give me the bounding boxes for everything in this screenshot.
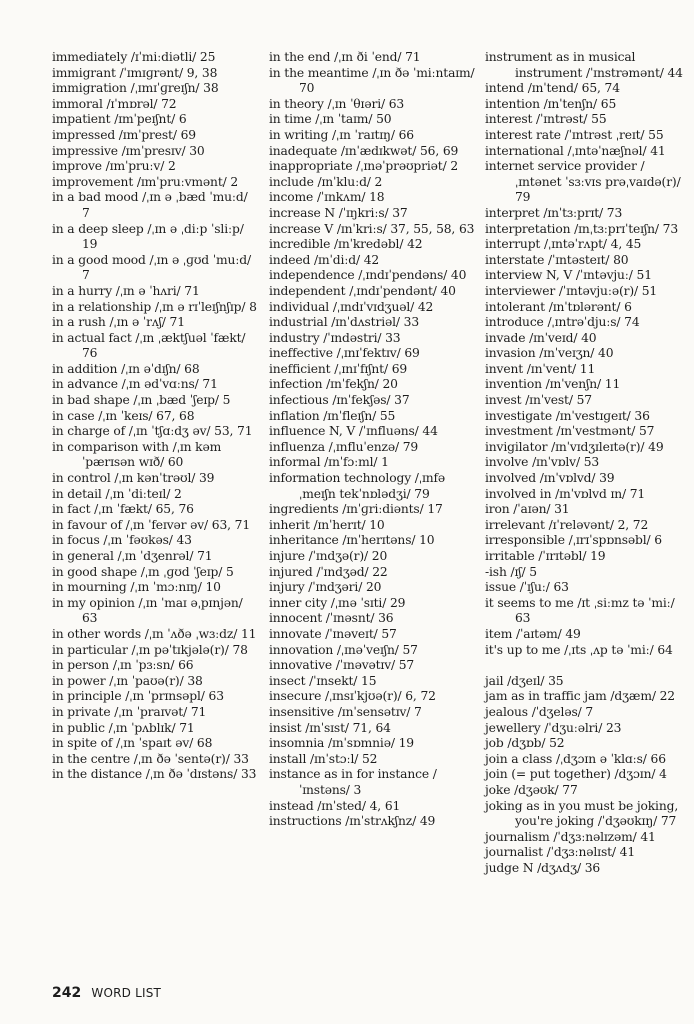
word-entry: immoral /ɪˈmɒrəl/ 72 — [52, 96, 177, 111]
word-entry: international /ˌɪntəˈnæʃnəl/ 41 — [485, 143, 666, 158]
word-entry: injured /ˈɪndʒəd/ 22 — [269, 564, 388, 579]
word-entry: increase V /ɪnˈkriːs/ 37, 55, 58, 63 — [269, 221, 475, 236]
word-entry: irrelevant /ɪˈreləvənt/ 2, 72 — [485, 517, 649, 532]
word-entry: ineffective /ˌɪnɪˈfektɪv/ 69 — [269, 346, 420, 361]
word-entry: it seems to me /ɪt ˌsiːmz tə ˈmiː/ 63 — [485, 595, 675, 626]
word-entry: in mourning /ˌɪn ˈmɔːnɪŋ/ 10 — [52, 580, 221, 595]
word-entry: in the distance /ˌɪn ðə ˈdɪstəns/ 33 — [52, 767, 257, 782]
word-entry: in private /ˌɪn ˈpraɪvət/ 71 — [52, 704, 207, 719]
word-entry: install /ɪnˈstɔːl/ 52 — [269, 751, 378, 766]
word-entry: invest /ɪnˈvest/ 57 — [485, 393, 592, 408]
word-entry: join a class /ˌdʒɔɪn ə ˈklɑːs/ 66 — [485, 751, 666, 766]
word-entry: in power /ˌɪn ˈpaʊə(r)/ 38 — [52, 673, 203, 688]
word-entry: insecure /ˌɪnsɪˈkjʊə(r)/ 6, 72 — [269, 689, 436, 704]
column-1 — [52, 50, 257, 783]
word-entry: investment /ɪnˈvestmənt/ 57 — [485, 424, 655, 439]
word-entry: industry /ˈɪndəstri/ 33 — [269, 330, 401, 345]
word-entry: inner city /ˌɪnə ˈsɪti/ 29 — [269, 595, 406, 610]
word-entry: invigilator /ɪnˈvɪdʒɪleɪtə(r)/ 49 — [485, 439, 664, 454]
word-entry: involved in /ɪnˈvɒlvd ɪn/ 71 — [485, 486, 646, 501]
word-entry: industrial /ɪnˈdʌstriəl/ 33 — [269, 315, 419, 330]
word-entry: innocent /ˈɪnəsnt/ 36 — [269, 611, 394, 626]
word-entry: it's up to me /ˌɪts ˌʌp tə ˈmiː/ 64 — [485, 642, 673, 657]
section-label: WORD LIST — [91, 986, 162, 1000]
word-entry: introduce /ˌɪntrəˈdjuːs/ 74 — [485, 315, 640, 330]
word-entry: interstate /ˈɪntəsteɪt/ 80 — [485, 252, 629, 267]
word-entry: in favour of /ˌɪn ˈfeɪvər əv/ 63, 71 — [52, 517, 250, 532]
word-entry: journalist /ˈdʒɜːnəlɪst/ 41 — [485, 845, 635, 860]
word-entry: in control /ˌɪn kənˈtrəʊl/ 39 — [52, 471, 215, 486]
column-2 — [269, 50, 476, 830]
section-gap — [485, 658, 685, 674]
word-entry: instrument as in musical instrument /ˈɪnstrəmənt/ 44 — [485, 50, 683, 80]
word-entry: invade /ɪnˈveɪd/ 40 — [485, 330, 597, 345]
page-number: 242 — [52, 985, 82, 1001]
word-entry: intention /ɪnˈtenʃn/ 65 — [485, 96, 617, 111]
word-entry: inflation /ɪnˈfleɪʃn/ 55 — [269, 408, 396, 423]
word-entry: in a deep sleep /ˌɪn ə ˌdiːp ˈsliːp/ 19 — [52, 221, 244, 252]
word-entry: in actual fact /ˌɪn ˌæktʃuəl ˈfækt/ 76 — [52, 330, 246, 361]
word-entry: inappropriate /ˌɪnəˈprəʊpriət/ 2 — [269, 159, 459, 174]
word-entry: invasion /ɪnˈveɪʒn/ 40 — [485, 346, 614, 361]
word-entry: innovative /ˈɪnəvətɪv/ 57 — [269, 658, 415, 673]
word-entry: irritable /ˈɪrɪtəbl/ 19 — [485, 549, 606, 563]
word-entry: in other words /ˌɪn ˈʌðə ˌwɜːdz/ 11 — [52, 626, 257, 641]
word-entry: innovate /ˈɪnəveɪt/ 57 — [269, 626, 397, 641]
word-entry: invent /ɪnˈvent/ 11 — [485, 361, 596, 376]
word-entry: iron /ˈaɪən/ 31 — [485, 502, 570, 517]
word-entry: injury /ˈɪndʒəri/ 20 — [269, 580, 382, 595]
word-entry: in a rush /ˌɪn ə ˈrʌʃ/ 71 — [52, 315, 185, 330]
word-entry: interrupt /ˌɪntəˈrʌpt/ 4, 45 — [485, 237, 642, 252]
word-entry: joke /dʒəʊk/ 77 — [485, 782, 578, 797]
word-entry: in person /ˌɪn ˈpɜːsn/ 66 — [52, 658, 194, 673]
word-entry: influenza /ˌɪnfluˈenzə/ 79 — [269, 439, 419, 454]
word-entry: in addition /ˌɪn əˈdɪʃn/ 68 — [52, 361, 200, 376]
word-entry: interest /ˈɪntrəst/ 55 — [485, 112, 607, 127]
word-entry: in comparison with /ˌɪn kəmˈpærɪsən wɪð/ 60 — [52, 439, 222, 470]
word-entry: investigate /ɪnˈvestɪɡeɪt/ 36 — [485, 408, 650, 423]
word-entry: in charge of /ˌɪn ˈtʃɑːdʒ əv/ 53, 71 — [52, 424, 253, 439]
word-entry: in the centre /ˌɪn ðə ˈsentə(r)/ 33 — [52, 751, 249, 766]
page-footer — [52, 985, 161, 1001]
word-entry: in case /ˌɪn ˈkeɪs/ 67, 68 — [52, 408, 195, 423]
word-entry: in bad shape /ˌɪn ˌbæd ˈʃeɪp/ 5 — [52, 393, 231, 408]
word-entry: intolerant /ɪnˈtɒlərənt/ 6 — [485, 299, 632, 314]
word-entry: independence /ˌɪndɪˈpendəns/ 40 — [269, 268, 467, 283]
word-entry: insect /ˈɪnsekt/ 15 — [269, 673, 377, 688]
word-entry: joking as in you must be joking, you're joking /ˈdʒəʊkɪŋ/ 77 — [485, 798, 679, 829]
word-entry: include /ɪnˈkluːd/ 2 — [269, 174, 383, 189]
word-entry: insist /ɪnˈsɪst/ 71, 64 — [269, 720, 391, 735]
word-entry: income /ˈɪnkʌm/ 18 — [269, 190, 385, 205]
word-entry: in a hurry /ˌɪn ə ˈhʌri/ 71 — [52, 283, 200, 298]
word-entry: jam as in traffic jam /dʒæm/ 22 — [485, 689, 675, 704]
word-entry: innovation /ˌɪnəˈveɪʃn/ 57 — [269, 642, 418, 657]
word-entry: in principle /ˌɪn ˈprɪnsəpl/ 63 — [52, 689, 224, 704]
word-entry: influence N, V /ˈɪnfluəns/ 44 — [269, 424, 438, 439]
word-entry: in a relationship /ˌɪn ə rɪˈleɪʃnʃɪp/ 8 — [52, 299, 257, 314]
word-entry: in the end /ˌɪn ði ˈend/ 71 — [269, 50, 421, 64]
word-entry: indeed /ɪnˈdiːd/ 42 — [269, 252, 380, 267]
word-entry: in a good mood /ˌɪn ə ˌɡʊd ˈmuːd/ 7 — [52, 252, 252, 283]
word-entry: inefficient /ˌɪnɪˈfɪʃnt/ 69 — [269, 361, 408, 376]
word-entry: involve /ɪnˈvɒlv/ 53 — [485, 455, 600, 470]
word-entry: in particular /ˌɪn pəˈtɪkjələ(r)/ 78 — [52, 642, 248, 657]
word-entry: -ish /ɪʃ/ 5 — [485, 564, 537, 579]
word-entry: in focus /ˌɪn ˈfəʊkəs/ 43 — [52, 533, 192, 548]
word-entry: in spite of /ˌɪn ˈspaɪt əv/ 68 — [52, 736, 213, 751]
word-entry: interviewer /ˈɪntəvjuːə(r)/ 51 — [485, 283, 658, 298]
word-entry: interpretation /ɪnˌtɜːprɪˈteɪʃn/ 73 — [485, 221, 678, 236]
word-entry: in writing /ˌɪn ˈraɪtɪŋ/ 66 — [269, 127, 414, 142]
word-entry: job /dʒɒb/ 52 — [485, 736, 565, 751]
word-entry: inherit /ɪnˈherɪt/ 10 — [269, 517, 385, 532]
word-entry: in the meantime /ˌɪn ðə ˈmiːntaɪm/ 70 — [269, 65, 475, 96]
word-entry: immigration /ˌɪmɪˈɡreɪʃn/ 38 — [52, 81, 219, 96]
word-entry: in a bad mood /ˌɪn ə ˌbæd ˈmuːd/ 7 — [52, 190, 248, 220]
word-entry: informal /ɪnˈfɔːml/ 1 — [269, 455, 389, 470]
word-entry: individual /ˌɪndɪˈvɪdʒuəl/ 42 — [269, 299, 434, 314]
word-entry: impatient /ɪmˈpeɪʃnt/ 6 — [52, 112, 187, 127]
word-entry: inadequate /ɪnˈædɪkwət/ 56, 69 — [269, 143, 459, 158]
word-entry: impressed /ɪmˈprest/ 69 — [52, 127, 196, 142]
word-entry: in public /ˌɪn ˈpʌblɪk/ 71 — [52, 720, 195, 735]
word-entry: judge N /dʒʌdʒ/ 36 — [485, 860, 601, 875]
word-entry: jealous /ˈdʒeləs/ 7 — [485, 704, 594, 719]
word-entry: in theory /ˌɪn ˈθɪəri/ 63 — [269, 96, 405, 111]
word-entry: inheritance /ɪnˈherɪtəns/ 10 — [269, 533, 435, 548]
word-entry: incredible /ɪnˈkredəbl/ 42 — [269, 237, 423, 252]
word-entry: in fact /ˌɪn ˈfækt/ 65, 76 — [52, 502, 194, 517]
word-entry: improvement /ɪmˈpruːvmənt/ 2 — [52, 174, 239, 189]
word-entry: in time /ˌɪn ˈtaɪm/ 50 — [269, 112, 392, 127]
word-entry: immediately /ɪˈmiːdiətli/ 25 — [52, 50, 216, 64]
word-entry: information technology /ˌɪnfəˌmeɪʃn tekˈnɒlədʒi/ 79 — [269, 471, 446, 501]
word-entry: internet service provider /ˌɪntənet ˈsɜːvɪs prəˌvaɪdə(r)/ 79 — [485, 159, 681, 205]
word-entry: insensitive /ɪnˈsensətɪv/ 7 — [269, 704, 422, 719]
word-entry: join (= put together) /dʒɔɪn/ 4 — [485, 767, 667, 782]
word-entry: involved /ɪnˈvɒlvd/ 39 — [485, 471, 615, 486]
word-entry: insomnia /ɪnˈsɒmniə/ 19 — [269, 736, 414, 751]
word-entry: issue /ˈɪʃuː/ 63 — [485, 580, 569, 595]
word-entry: instead /ɪnˈsted/ 4, 61 — [269, 798, 401, 813]
word-entry: in general /ˌɪn ˈdʒenrəl/ 71 — [52, 549, 213, 563]
word-entry: injure /ˈɪndʒə(r)/ 20 — [269, 549, 388, 563]
word-entry: invention /ɪnˈvenʃn/ 11 — [485, 377, 621, 392]
word-entry: intend /ɪnˈtend/ 65, 74 — [485, 81, 620, 96]
column-3 — [485, 50, 685, 876]
word-entry: interpret /ɪnˈtɜːprɪt/ 73 — [485, 205, 623, 220]
word-entry: in good shape /ˌɪn ˌɡʊd ˈʃeɪp/ 5 — [52, 564, 234, 579]
word-entry: jewellery /ˈdʒuːəlri/ 23 — [485, 720, 622, 735]
word-entry: in my opinion /ˌɪn ˈmaɪ əˌpɪnjən/ 63 — [52, 595, 243, 626]
word-entry: infection /ɪnˈfekʃn/ 20 — [269, 377, 398, 392]
word-entry: interview N, V /ˈɪntəvjuː/ 51 — [485, 268, 652, 283]
word-entry: journalism /ˈdʒɜːnəlɪzəm/ 41 — [485, 829, 656, 844]
word-entry: instructions /ɪnˈstrʌkʃnz/ 49 — [269, 814, 436, 829]
word-entry: independent /ˌɪndɪˈpendənt/ 40 — [269, 283, 456, 298]
word-entry: in detail /ˌɪn ˈdiːteɪl/ 2 — [52, 486, 182, 501]
word-entry: irresponsible /ˌɪrɪˈspɒnsəbl/ 6 — [485, 533, 662, 548]
word-entry: jail /dʒeɪl/ 35 — [485, 673, 564, 688]
word-entry: instance as in for instance /ˈɪnstəns/ 3 — [269, 767, 437, 797]
word-entry: infectious /ɪnˈfekʃəs/ 37 — [269, 393, 410, 408]
word-entry: item /ˈaɪtəm/ 49 — [485, 626, 581, 641]
word-entry: in advance /ˌɪn ədˈvɑːns/ 71 — [52, 377, 218, 392]
word-entry: immigrant /ˈɪmɪɡrənt/ 9, 38 — [52, 65, 218, 80]
word-entry: interest rate /ˈɪntrəst ˌreɪt/ 55 — [485, 127, 664, 142]
word-entry: impressive /ɪmˈpresɪv/ 30 — [52, 143, 205, 158]
word-entry: improve /ɪmˈpruːv/ 2 — [52, 159, 176, 174]
word-entry: ingredients /ɪnˈɡriːdiənts/ 17 — [269, 502, 443, 517]
word-entry: increase N /ˈɪŋkriːs/ 37 — [269, 205, 408, 220]
